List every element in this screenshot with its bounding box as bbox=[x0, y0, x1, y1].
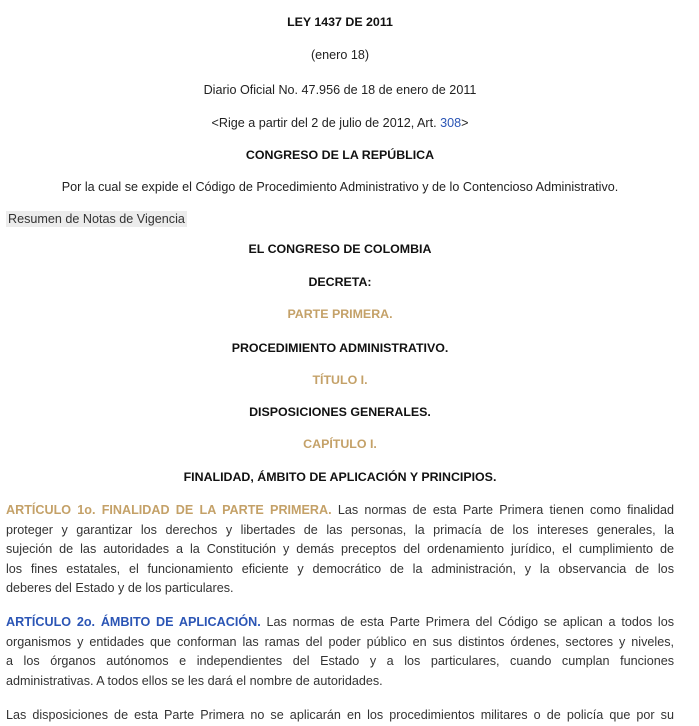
article-1-line: los fines estatales, el funcionamiento eficiente y democrático de la administración, y la observancia de los bbox=[6, 561, 674, 576]
article-2-line: administrativas. A todos ellos se les dará el nombre de autoridades. bbox=[6, 673, 383, 688]
law-date: (enero 18) bbox=[310, 48, 370, 62]
article-2-line: organismos y entidades que conforman las ramas del poder público en sus distintos órdenes, sectores y niveles, bbox=[6, 634, 674, 649]
law-title: LEY 1437 DE 2011 bbox=[287, 15, 393, 29]
part-name: PROCEDIMIENTO ADMINISTRATIVO. bbox=[231, 341, 449, 355]
decreta-heading: DECRETA: bbox=[308, 275, 372, 289]
article-2-text: Las normas de esta Parte Primera del Código se aplican a todos los bbox=[260, 615, 674, 629]
article-1-heading[interactable]: ARTÍCULO 1o. FINALIDAD DE LA PARTE PRIMERA. bbox=[6, 503, 332, 517]
part-heading: PARTE PRIMERA. bbox=[287, 307, 393, 321]
gazette-reference: Diario Oficial No. 47.956 de 18 de enero de 2011 bbox=[203, 83, 477, 97]
issuer-heading: EL CONGRESO DE COLOMBIA bbox=[248, 242, 432, 256]
article-1-line: proteger y garantizar los derechos y libertades de las personas, la primacía de los intereses generales, la bbox=[6, 522, 674, 537]
article-1-line: deberes del Estado y de los particulares. bbox=[6, 581, 234, 595]
law-description: Por la cual se expide el Código de Procedimiento Administrativo y de lo Contencioso Administrativo. bbox=[61, 180, 619, 194]
article-2-heading[interactable]: ARTÍCULO 2o. ÁMBITO DE APLICACIÓN. bbox=[6, 615, 261, 629]
article-1 bbox=[6, 501, 674, 599]
article-2 bbox=[6, 613, 674, 691]
chapter-heading: CAPÍTULO I. bbox=[303, 437, 377, 451]
validity-suffix: > bbox=[461, 116, 469, 130]
congress-heading: CONGRESO DE LA REPÚBLICA bbox=[245, 148, 435, 162]
article-2-continuation bbox=[6, 706, 674, 726]
article-1-text: Las normas de esta Parte Primera tienen como finalidad bbox=[331, 503, 674, 517]
article-2-line: a los órganos autónomos e independientes del Estado y a los particulares, cuando cumplan funciones bbox=[6, 654, 674, 668]
article-1-line: sujeción de las autoridades a la Constitución y demás preceptos del ordenamiento jurídico, el cumplimiento de bbox=[6, 542, 674, 556]
article-2-line bbox=[6, 613, 674, 633]
continuation-line: Las disposiciones de esta Parte Primera no se aplicarán en los procedimientos militares o de policía que por su bbox=[6, 708, 674, 722]
validity-prefix: <Rige a partir del 2 de julio de 2012, Art. bbox=[211, 116, 441, 130]
validity-note bbox=[0, 116, 680, 130]
title-name: DISPOSICIONES GENERALES. bbox=[249, 405, 431, 419]
article-308-link[interactable]: 308 bbox=[440, 116, 462, 130]
chapter-name: FINALIDAD, ÁMBITO DE APLICACIÓN Y PRINCIPIOS. bbox=[183, 470, 497, 484]
article-1-line bbox=[6, 501, 674, 521]
title-heading: TÍTULO I. bbox=[312, 373, 368, 387]
validity-notes-link[interactable]: Resumen de Notas de Vigencia bbox=[8, 212, 185, 226]
